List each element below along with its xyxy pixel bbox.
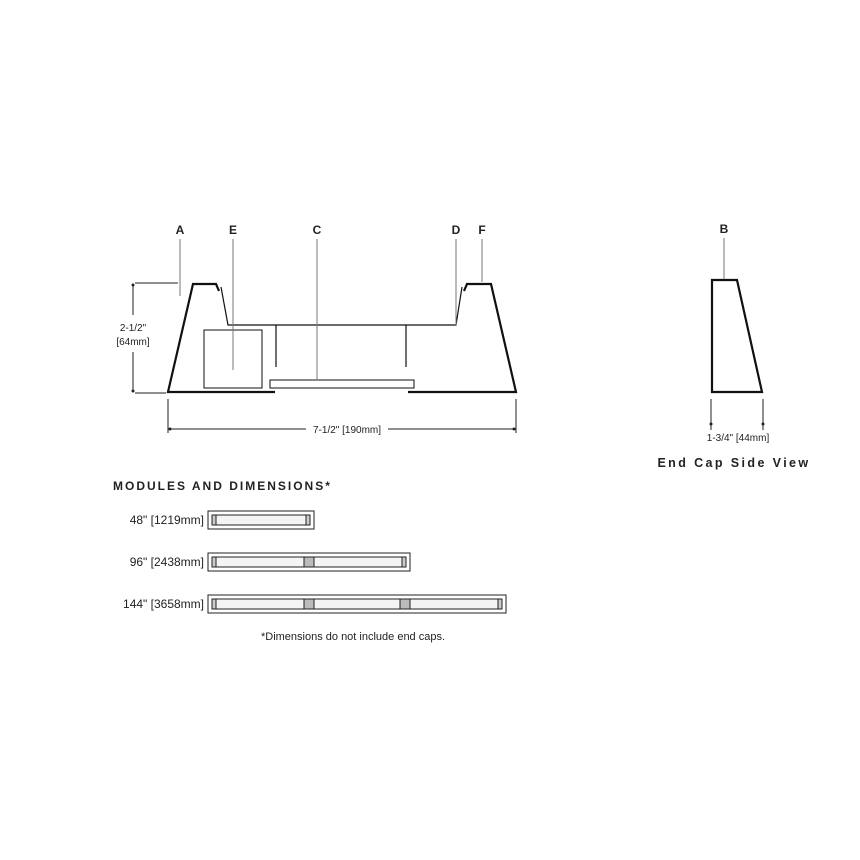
module-96-bar [208, 553, 410, 571]
left-housing [168, 284, 275, 392]
callout-f: F [478, 223, 486, 237]
height-dim-inches: 2-1/2" [119, 323, 147, 334]
module-48-label: 48" [1219mm] [129, 513, 204, 527]
module-96-label: 96" [2438mm] [129, 555, 204, 569]
lens-bar [270, 380, 414, 388]
module-48-bar [208, 511, 314, 529]
end-cap-title: End Cap Side View [657, 456, 811, 470]
right-housing [408, 284, 516, 392]
modules-heading: MODULES AND DIMENSIONS* [113, 479, 332, 493]
callout-a: A [175, 223, 185, 237]
callout-b: B [719, 222, 729, 236]
callout-d: D [451, 223, 461, 237]
module-144-label: 144" [3658mm] [123, 597, 204, 611]
end-cap-shape [712, 280, 762, 392]
module-144-bar [208, 595, 506, 613]
section-view [132, 239, 517, 433]
callout-e: E [228, 223, 238, 237]
footnote: *Dimensions do not include end caps. [260, 631, 446, 643]
end-cap-width-dimension [710, 399, 765, 430]
height-dim-mm: [64mm] [116, 337, 150, 348]
end-cap-width-label: 1-3/4" [44mm] [706, 433, 770, 444]
width-dim-label: 7-1/2" [190mm] [312, 425, 382, 436]
callout-c: C [312, 223, 322, 237]
end-cap-view [710, 238, 765, 430]
inner-channel [221, 287, 462, 325]
